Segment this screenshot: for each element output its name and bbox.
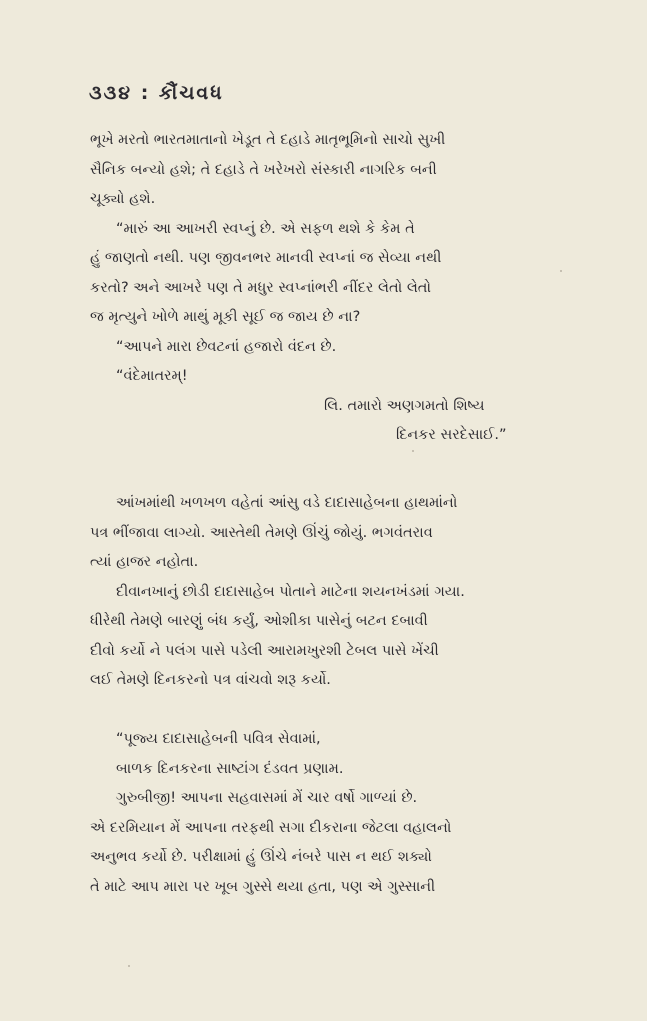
letter-salutation: “પૂજ્ય દાદાસાહેબની પવિત્ર સેવામાં, [116,731,321,747]
text-line: “આપને મારા છેવટનાં હજારો વંદન છે. [116,338,337,355]
text-line: દીવાનખાનું છોડી દાદાસાહેબ પોતાને માટેના શયનખંડમાં ગયા. [116,583,465,600]
text-line: પત્ર ભીંજાવા લાગ્યો. આસ્તેથી તેમણે ઊંચું જોયું. ભગવંતરાવ [90,524,433,541]
text-line: સૈનિક બન્યો હશે; તે દહાડે તે ખરેખરો સંસ્કારી નાગરિક બની [90,161,437,178]
paper-speck [128,965,130,967]
blank-line [90,696,582,726]
text-line: આંખમાંથી ખળખળ વહેતાં આંસુ વડે દાદાસાહેબના હાથમાંનો [116,495,458,511]
text-line: કરતો? અને આખરે પણ તે મધુર સ્વપ્નાંભરી નીંદર લેતો લેતો [90,279,432,296]
section-2-text [90,489,582,902]
text-line: અનુભવ કર્યો છે. પરીક્ષામાં હું ઊંચે નંબરે પાસ ન થઈ શક્યો [90,849,432,865]
signature-line: લિ. તમારો અણગમતો શિષ્ય [324,397,485,414]
text-line: તે માટે આપ મારા પર ખૂબ ગુસ્સે થયા હતા, પણ એ ગુસ્સાની [90,878,436,895]
text-line: ત્યાં હાજર નહોતા. [90,554,199,570]
paper-speck [560,270,562,272]
text-line: બાળક દિનકરના સાષ્ટાંગ દંડવત પ્રણામ. [116,760,344,777]
text-line: લઈ તેમણે દિનકરનો પત્ર વાંચવો શરૂ કર્યો. [90,672,331,688]
text-line: એ દરમિયાન મેં આપના તરફથી સગા દીકરાના જેટલા વહાલનો [90,819,452,836]
paper-speck [412,450,414,452]
section-1-text [90,126,582,451]
text-line: ગુરુબીજી! આપના સહવાસમાં મેં ચાર વર્ષો ગાળ્યાં છે. [116,790,418,806]
signature-name: દિનકર સરદેસાઈ.” [396,427,507,443]
text-line: “વંદેમાતરમ્! [116,368,188,384]
text-line: “મારું આ આખરી સ્વપ્નું છે. એ સફળ થશે કે કેમ તે [116,220,415,237]
text-line: ભૂખે મરતો ભારતમાતાનો ખેડૂત તે દહાડે માતૃભૂમિનો સાચો સુખી [90,132,446,148]
text-line: જ મૃત્યુને ખોળે માથું મૂકી સૂઈ જ જાય છે ના? [90,309,361,325]
text-line: ચૂક્યો હશે. [90,191,156,207]
text-line: ધીરેથી તેમણે બારણું બંધ કર્યું, ઓશીકા પાસેનું બટન દબાવી [90,613,428,629]
text-line: હું જાણતો નથી. પણ જીવનભર માનવી સ્વપ્નાં જ સેવ્યા નથી [90,250,442,266]
page-header: ૩૩૪ : કૌંચવધ [89,82,224,104]
text-line: દીવો કર્યો ને પલંગ પાસે પડેલી આરામખુરશી ટેબલ પાસે ખેંચી [90,642,439,659]
